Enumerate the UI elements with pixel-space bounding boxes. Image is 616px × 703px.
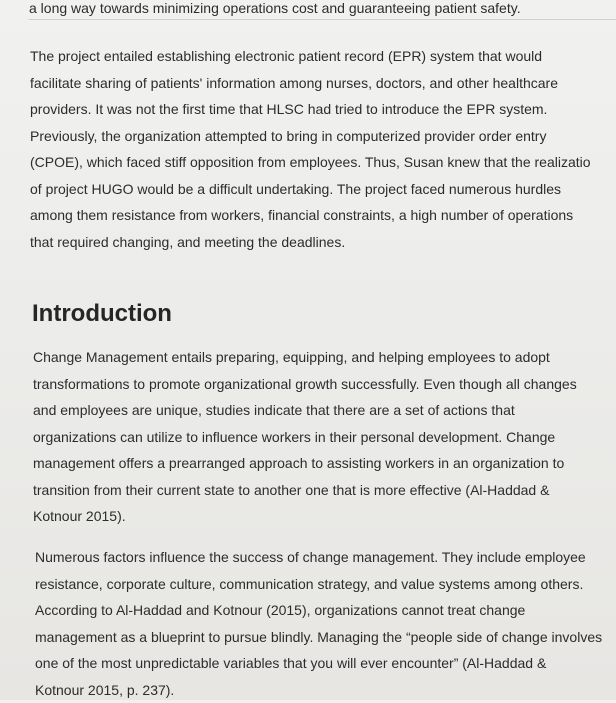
text-line: transition from their current state to another one that is more effective (Al-Haddad &	[33, 477, 616, 504]
text-line: providers. It was not the first time that HLSC had tried to introduce the EPR system.	[30, 96, 616, 123]
text-line: resistance, corporate culture, communication strategy, and value systems among others.	[35, 571, 616, 598]
text-line: management as a blueprint to pursue blindly. Managing the “people side of change involves	[35, 624, 616, 651]
text-line: Kotnour 2015).	[33, 503, 616, 530]
text-line: Change Management entails preparing, equipping, and helping employees to adopt	[33, 344, 616, 371]
text-line: The project entailed establishing electronic patient record (EPR) system that would	[30, 43, 616, 70]
text-line: that required changing, and meeting the deadlines.	[30, 229, 616, 256]
text-line: According to Al-Haddad and Kotnour (2015), organizations cannot treat change	[35, 597, 616, 624]
project-paragraph	[30, 43, 616, 255]
text-line: (CPOE), which faced stiff opposition from employees. Thus, Susan knew that the realizatio	[30, 149, 616, 176]
text-line: Kotnour 2015, p. 237).	[35, 677, 616, 703]
factors-paragraph	[35, 544, 616, 703]
text-line: organizations can utilize to influence workers in their personal development. Change	[33, 424, 616, 451]
text-line: transformations to promote organizational growth successfully. Even though all changes	[33, 371, 616, 398]
previous-paragraph-end: a long way towards minimizing operations cost and guaranteeing patient safety.	[29, 0, 616, 20]
text-line: and employees are unique, studies indicate that there are a set of actions that	[33, 397, 616, 424]
text-line: of project HUGO would be a difficult undertaking. The project faced numerous hurdles	[30, 176, 616, 203]
text-line: Previously, the organization attempted to bring in computerized provider order entry	[30, 123, 616, 150]
text-line: among them resistance from workers, financial constraints, a high number of operations	[30, 202, 616, 229]
text-line: Numerous factors influence the success of change management. They include employee	[35, 544, 616, 571]
introduction-paragraph	[33, 344, 616, 530]
text-line: facilitate sharing of patients' information among nurses, doctors, and other healthcare	[30, 70, 616, 97]
text-line: one of the most unpredictable variables that you will ever encounter” (Al-Haddad &	[35, 650, 616, 677]
text-line: management offers a prearranged approach to assisting workers in an organization to	[33, 450, 616, 477]
section-heading: Introduction	[32, 298, 172, 330]
